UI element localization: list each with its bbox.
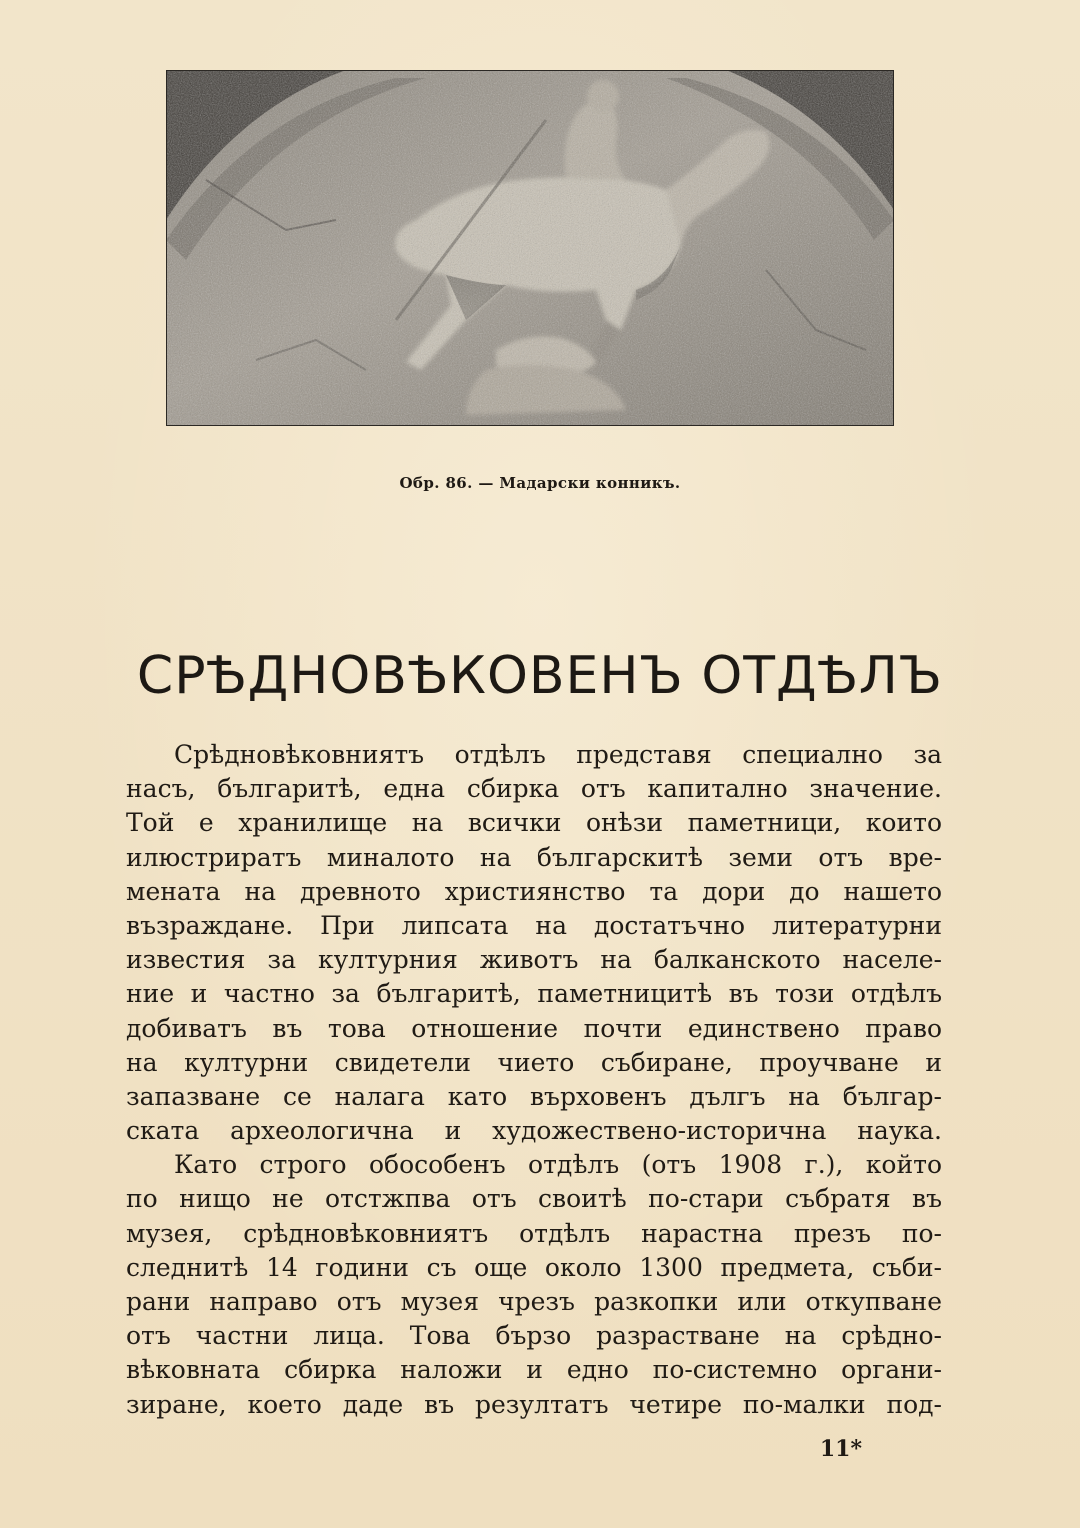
text-line: ние и частно за българитѣ, паметницитѣ въ този отдѣлъ <box>126 979 942 1009</box>
text-line: Той е хранилище на всички онѣзи паметници, които <box>126 808 942 838</box>
text-line: Като строго обособенъ отдѣлъ (отъ 1908 г.), който <box>174 1150 942 1180</box>
text-line: следнитѣ 14 години съ още около 1300 предмета, съби- <box>126 1252 942 1282</box>
page-number: 11* <box>819 1436 862 1462</box>
text-line: Срѣдновѣковниятъ отдѣлъ представя специално за <box>174 740 942 769</box>
text-line: възраждане. При липсата на достатъчно литературни <box>126 910 942 940</box>
text-line: музея, срѣдновѣковниятъ отдѣлъ нарастна презъ по- <box>126 1218 942 1248</box>
text-line: ската археологична и художествено-исторична наука. <box>126 1116 942 1146</box>
text-line: добиватъ въ това отношение почти единствено право <box>126 1013 942 1043</box>
figure-caption: Обр. 86. — Мадарски конникъ. <box>399 474 681 492</box>
text-line: по нищо не отстжпва отъ своитѣ по-стари събратя въ <box>126 1184 942 1214</box>
madara-rider-photo <box>166 70 894 426</box>
text-line: насъ, българитѣ, една сбирка отъ капитално значение. <box>126 774 942 804</box>
relief-image <box>166 70 894 426</box>
text-line: илюстриратъ миналото на българскитѣ земи отъ вре- <box>126 842 942 872</box>
text-line: отъ частни лица. Това бързо разрастване на срѣдно- <box>126 1321 942 1351</box>
text-line: на културни свидетели чието събиране, проучване и <box>126 1047 942 1077</box>
body-text <box>126 738 942 1422</box>
text-line: запазване се налага като върховенъ дългъ на българ- <box>126 1081 942 1111</box>
text-line: рани направо отъ музея чрезъ разкопки или откупване <box>126 1287 942 1316</box>
text-line: зиране, което даде въ резултатъ четире по-малки под- <box>126 1389 942 1419</box>
text-line: мената на древното християнство та дори до нашето <box>126 876 942 906</box>
section-heading: СРѢДНОВѢКОВЕНЪ ОТДѢЛЪ <box>136 646 944 706</box>
text-line: вѣковната сбирка наложи и едно по-системно органи- <box>126 1355 942 1385</box>
text-line: известия за културния животъ на балканското населе- <box>126 945 942 975</box>
